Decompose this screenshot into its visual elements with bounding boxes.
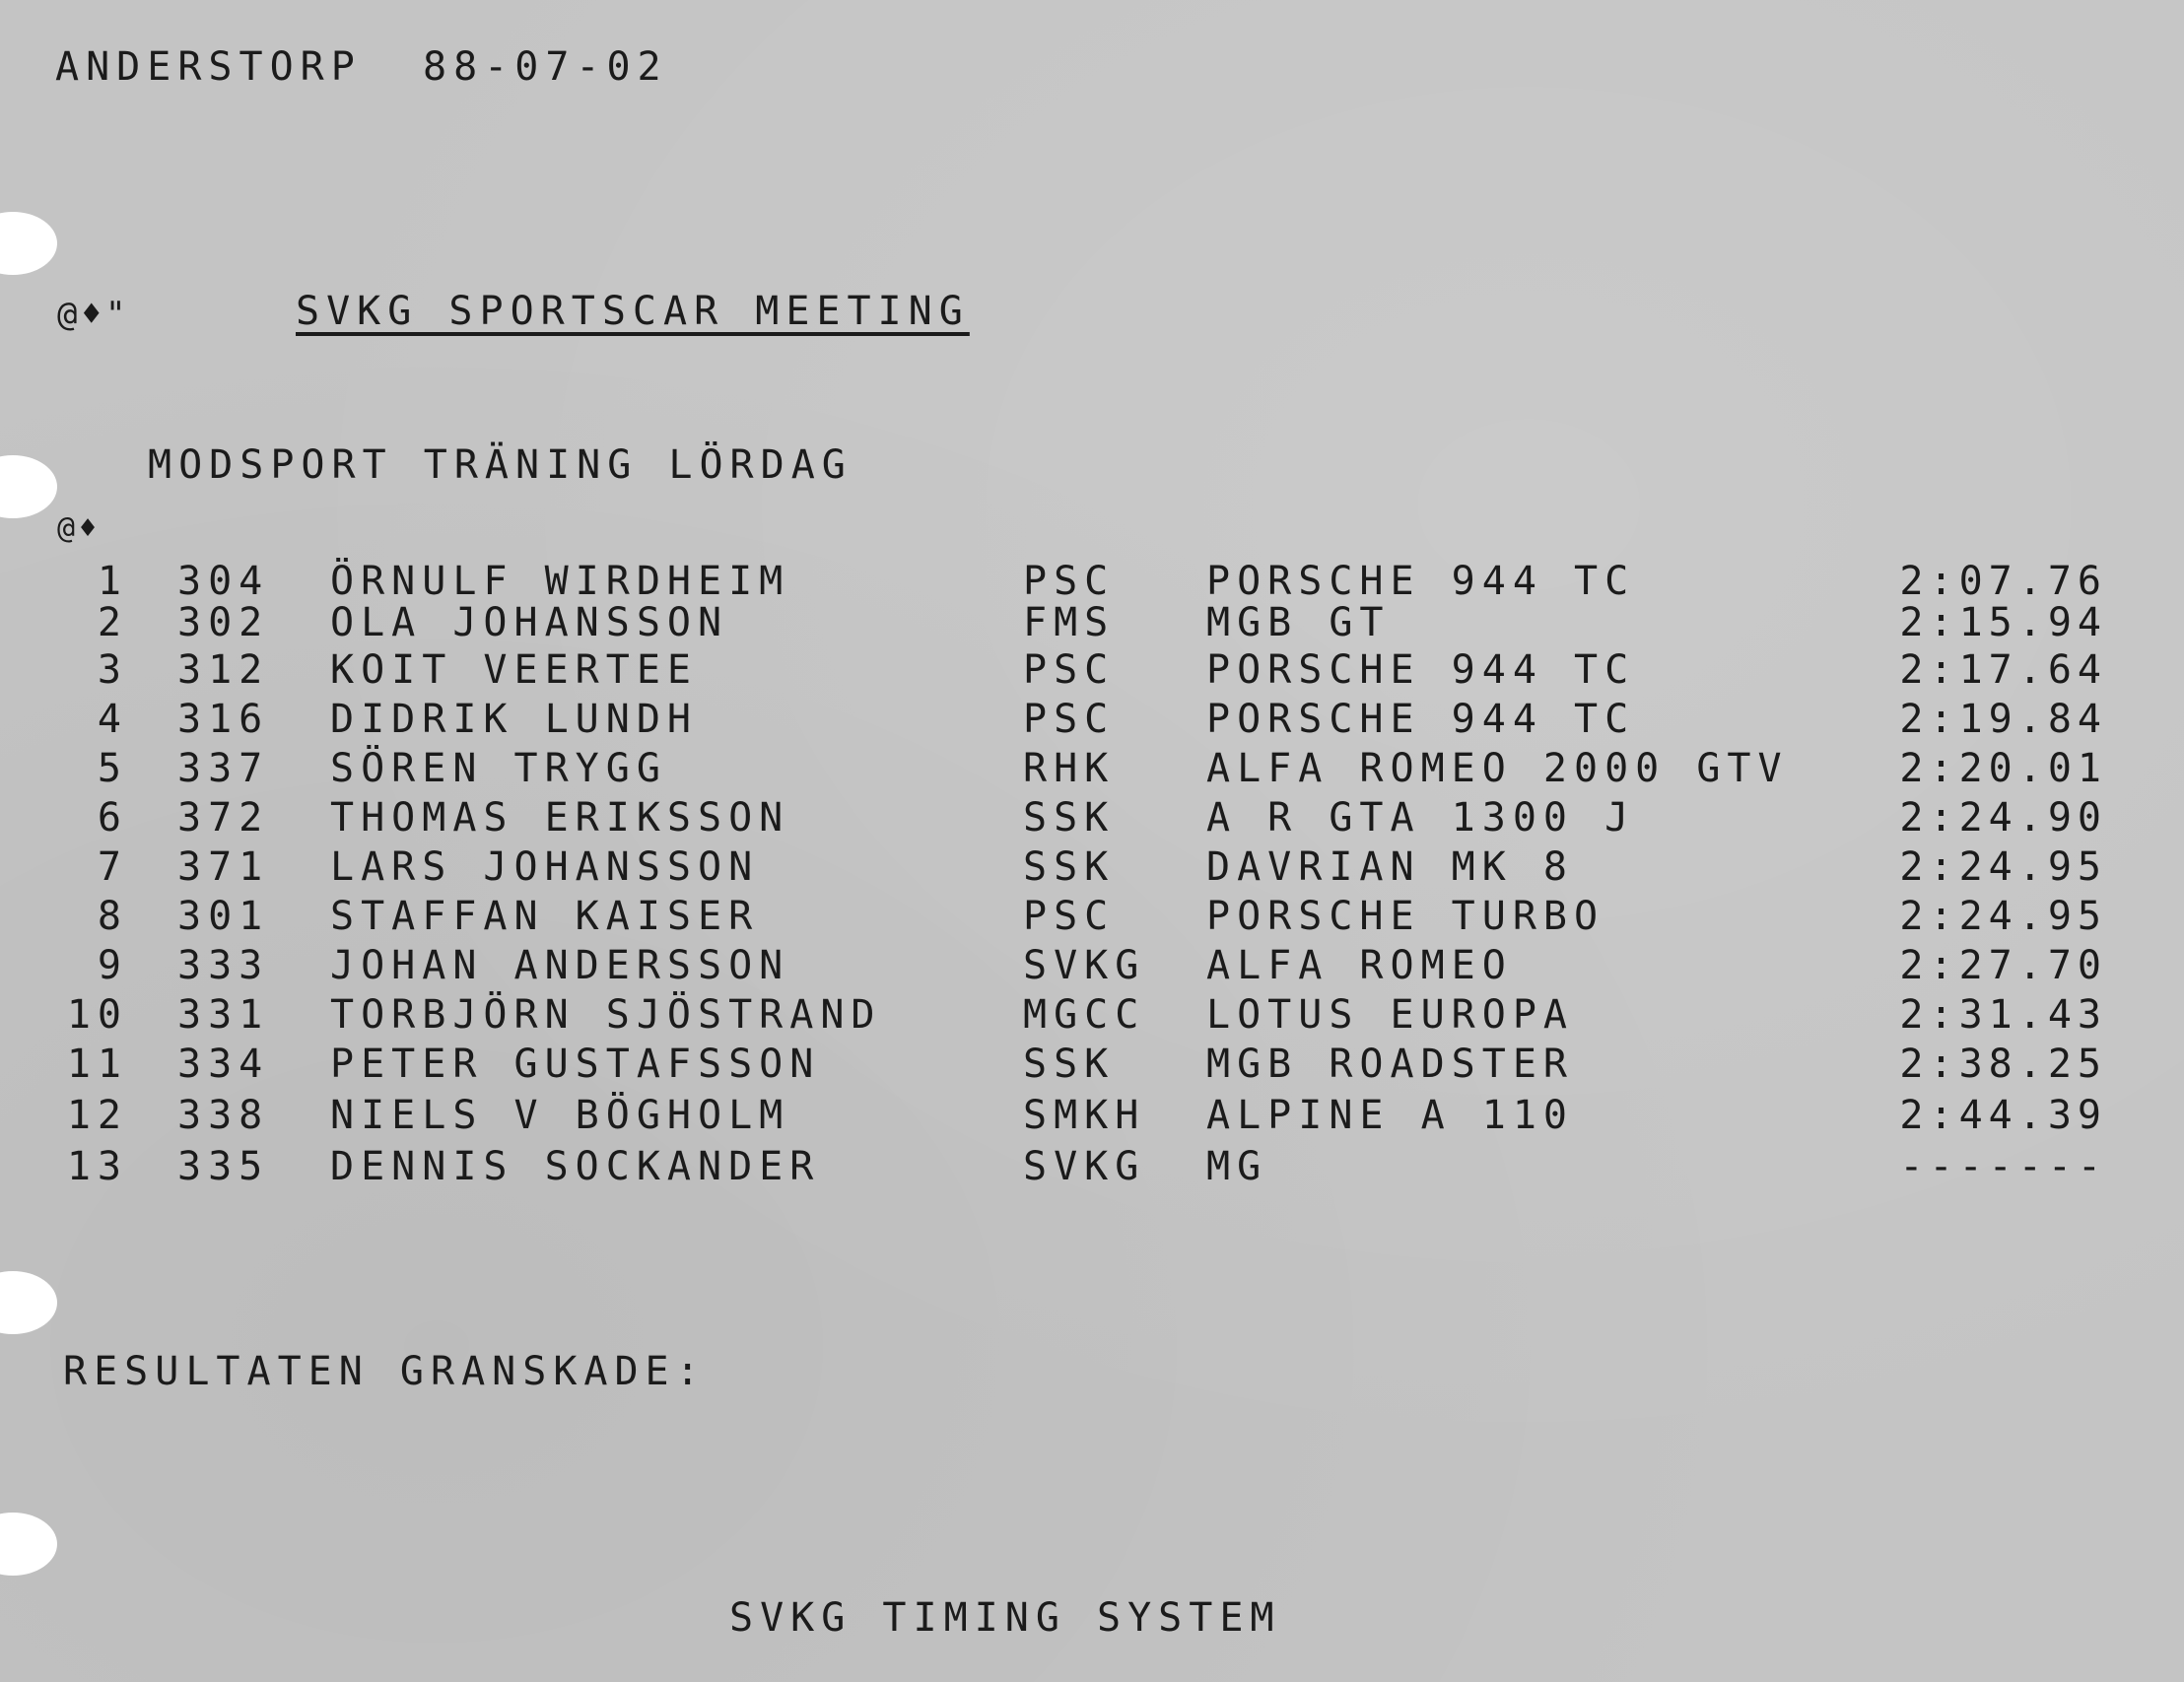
driver-cell: THOMAS ERIKSSON	[330, 795, 790, 841]
lap-time-cell: 2:27.70	[1899, 943, 2107, 988]
table-row	[0, 795, 2184, 847]
driver-cell: NIELS V BÖGHOLM	[330, 1093, 790, 1138]
results-reviewed-label: RESULTATEN GRANSKADE:	[63, 1349, 707, 1394]
driver-cell: LARS JOHANSSON	[330, 844, 760, 890]
club-cell: SSK	[1023, 844, 1116, 890]
car-number-cell: 331	[177, 992, 270, 1038]
club-cell: SMKH	[1023, 1093, 1146, 1138]
position-cell: 8	[97, 894, 128, 939]
driver-cell: PETER GUSTAFSSON	[330, 1042, 821, 1087]
venue-date-header: ANDERSTORP 88-07-02	[55, 44, 668, 90]
position-cell: 11	[66, 1042, 128, 1087]
driver-cell: SÖREN TRYGG	[330, 746, 667, 791]
club-cell: PSC	[1023, 894, 1116, 939]
position-cell: 5	[97, 746, 128, 791]
table-row	[0, 1044, 2184, 1094]
table-row	[0, 992, 2184, 1044]
car-number-cell: 333	[177, 943, 270, 988]
club-cell: SVKG	[1023, 1144, 1146, 1189]
club-cell: SVKG	[1023, 943, 1146, 988]
position-cell: 2	[97, 600, 128, 645]
car-number-cell: 316	[177, 697, 270, 742]
club-cell: SSK	[1023, 1042, 1116, 1087]
driver-cell: TORBJÖRN SJÖSTRAND	[330, 992, 882, 1038]
table-row	[0, 894, 2184, 946]
club-cell: PSC	[1023, 559, 1116, 604]
table-row	[0, 746, 2184, 798]
lap-time-cell: 2:38.25	[1899, 1042, 2107, 1087]
club-cell: PSC	[1023, 647, 1116, 693]
car-cell: MGB ROADSTER	[1206, 1042, 1574, 1087]
position-cell: 7	[97, 844, 128, 890]
car-cell: LOTUS EUROPA	[1206, 992, 1574, 1038]
meeting-control-mark: @♦"	[57, 295, 130, 334]
lap-time-cell: 2:24.90	[1899, 795, 2107, 841]
punch-hole	[0, 1271, 57, 1334]
club-cell: MGCC	[1023, 992, 1146, 1038]
car-cell: A R GTA 1300 J	[1206, 795, 1636, 841]
car-number-cell: 301	[177, 894, 270, 939]
car-cell: PORSCHE 944 TC	[1206, 647, 1636, 693]
driver-cell: ÖRNULF WIRDHEIM	[330, 559, 790, 604]
car-cell: DAVRIAN MK 8	[1206, 844, 1574, 890]
driver-cell: STAFFAN KAISER	[330, 894, 760, 939]
car-cell: MGB GT	[1206, 600, 1391, 645]
lap-time-cell: -------	[1899, 1144, 2107, 1189]
lap-time-cell: 2:20.01	[1899, 746, 2107, 791]
position-cell: 13	[66, 1144, 128, 1189]
lap-time-cell: 2:19.84	[1899, 697, 2107, 742]
club-cell: SSK	[1023, 795, 1116, 841]
lap-time-cell: 2:44.39	[1899, 1093, 2107, 1138]
club-cell: PSC	[1023, 697, 1116, 742]
car-cell: PORSCHE 944 TC	[1206, 697, 1636, 742]
car-cell: ALFA ROMEO	[1206, 943, 1513, 988]
table-row	[0, 1144, 2184, 1196]
car-cell: PORSCHE TURBO	[1206, 894, 1605, 939]
car-number-cell: 304	[177, 559, 270, 604]
position-cell: 6	[97, 795, 128, 841]
position-cell: 4	[97, 697, 128, 742]
position-cell: 12	[66, 1093, 128, 1138]
punch-hole	[0, 212, 57, 275]
lap-time-cell: 2:15.94	[1899, 600, 2107, 645]
car-number-cell: 335	[177, 1144, 270, 1189]
driver-cell: JOHAN ANDERSSON	[330, 943, 790, 988]
lap-time-cell: 2:17.64	[1899, 647, 2107, 693]
punch-hole	[0, 455, 57, 518]
car-number-cell: 334	[177, 1042, 270, 1087]
car-cell: ALFA ROMEO 2000 GTV	[1206, 746, 1789, 791]
club-cell: FMS	[1023, 600, 1116, 645]
table-row	[0, 943, 2184, 995]
driver-cell: KOIT VEERTEE	[330, 647, 698, 693]
car-number-cell: 302	[177, 600, 270, 645]
driver-cell: DIDRIK LUNDH	[330, 697, 698, 742]
position-cell: 3	[97, 647, 128, 693]
timing-system-footer: SVKG TIMING SYSTEM	[729, 1595, 1281, 1641]
meeting-title: SVKG SPORTSCAR MEETING	[296, 289, 970, 334]
car-number-cell: 372	[177, 795, 270, 841]
lap-time-cell: 2:31.43	[1899, 992, 2107, 1038]
table-row	[0, 1093, 2184, 1145]
club-cell: RHK	[1023, 746, 1116, 791]
table-row	[0, 844, 2184, 897]
car-number-cell: 338	[177, 1093, 270, 1138]
session-control-mark: @♦	[57, 511, 102, 546]
table-row	[0, 697, 2184, 749]
lap-time-cell: 2:24.95	[1899, 844, 2107, 890]
car-number-cell: 312	[177, 647, 270, 693]
car-number-cell: 337	[177, 746, 270, 791]
car-number-cell: 371	[177, 844, 270, 890]
position-cell: 9	[97, 943, 128, 988]
session-title: MODSPORT TRÄNING LÖRDAG	[148, 442, 853, 488]
lap-time-cell: 2:24.95	[1899, 894, 2107, 939]
driver-cell: DENNIS SOCKANDER	[330, 1144, 821, 1189]
lap-time-cell: 2:07.76	[1899, 559, 2107, 604]
position-cell: 10	[66, 992, 128, 1038]
position-cell: 1	[97, 559, 128, 604]
car-cell: MG	[1206, 1144, 1268, 1189]
punch-hole	[0, 1513, 57, 1576]
driver-cell: OLA JOHANSSON	[330, 600, 729, 645]
table-row	[0, 600, 2184, 652]
car-cell: ALPINE A 110	[1206, 1093, 1574, 1138]
car-cell: PORSCHE 944 TC	[1206, 559, 1636, 604]
table-row	[0, 647, 2184, 700]
